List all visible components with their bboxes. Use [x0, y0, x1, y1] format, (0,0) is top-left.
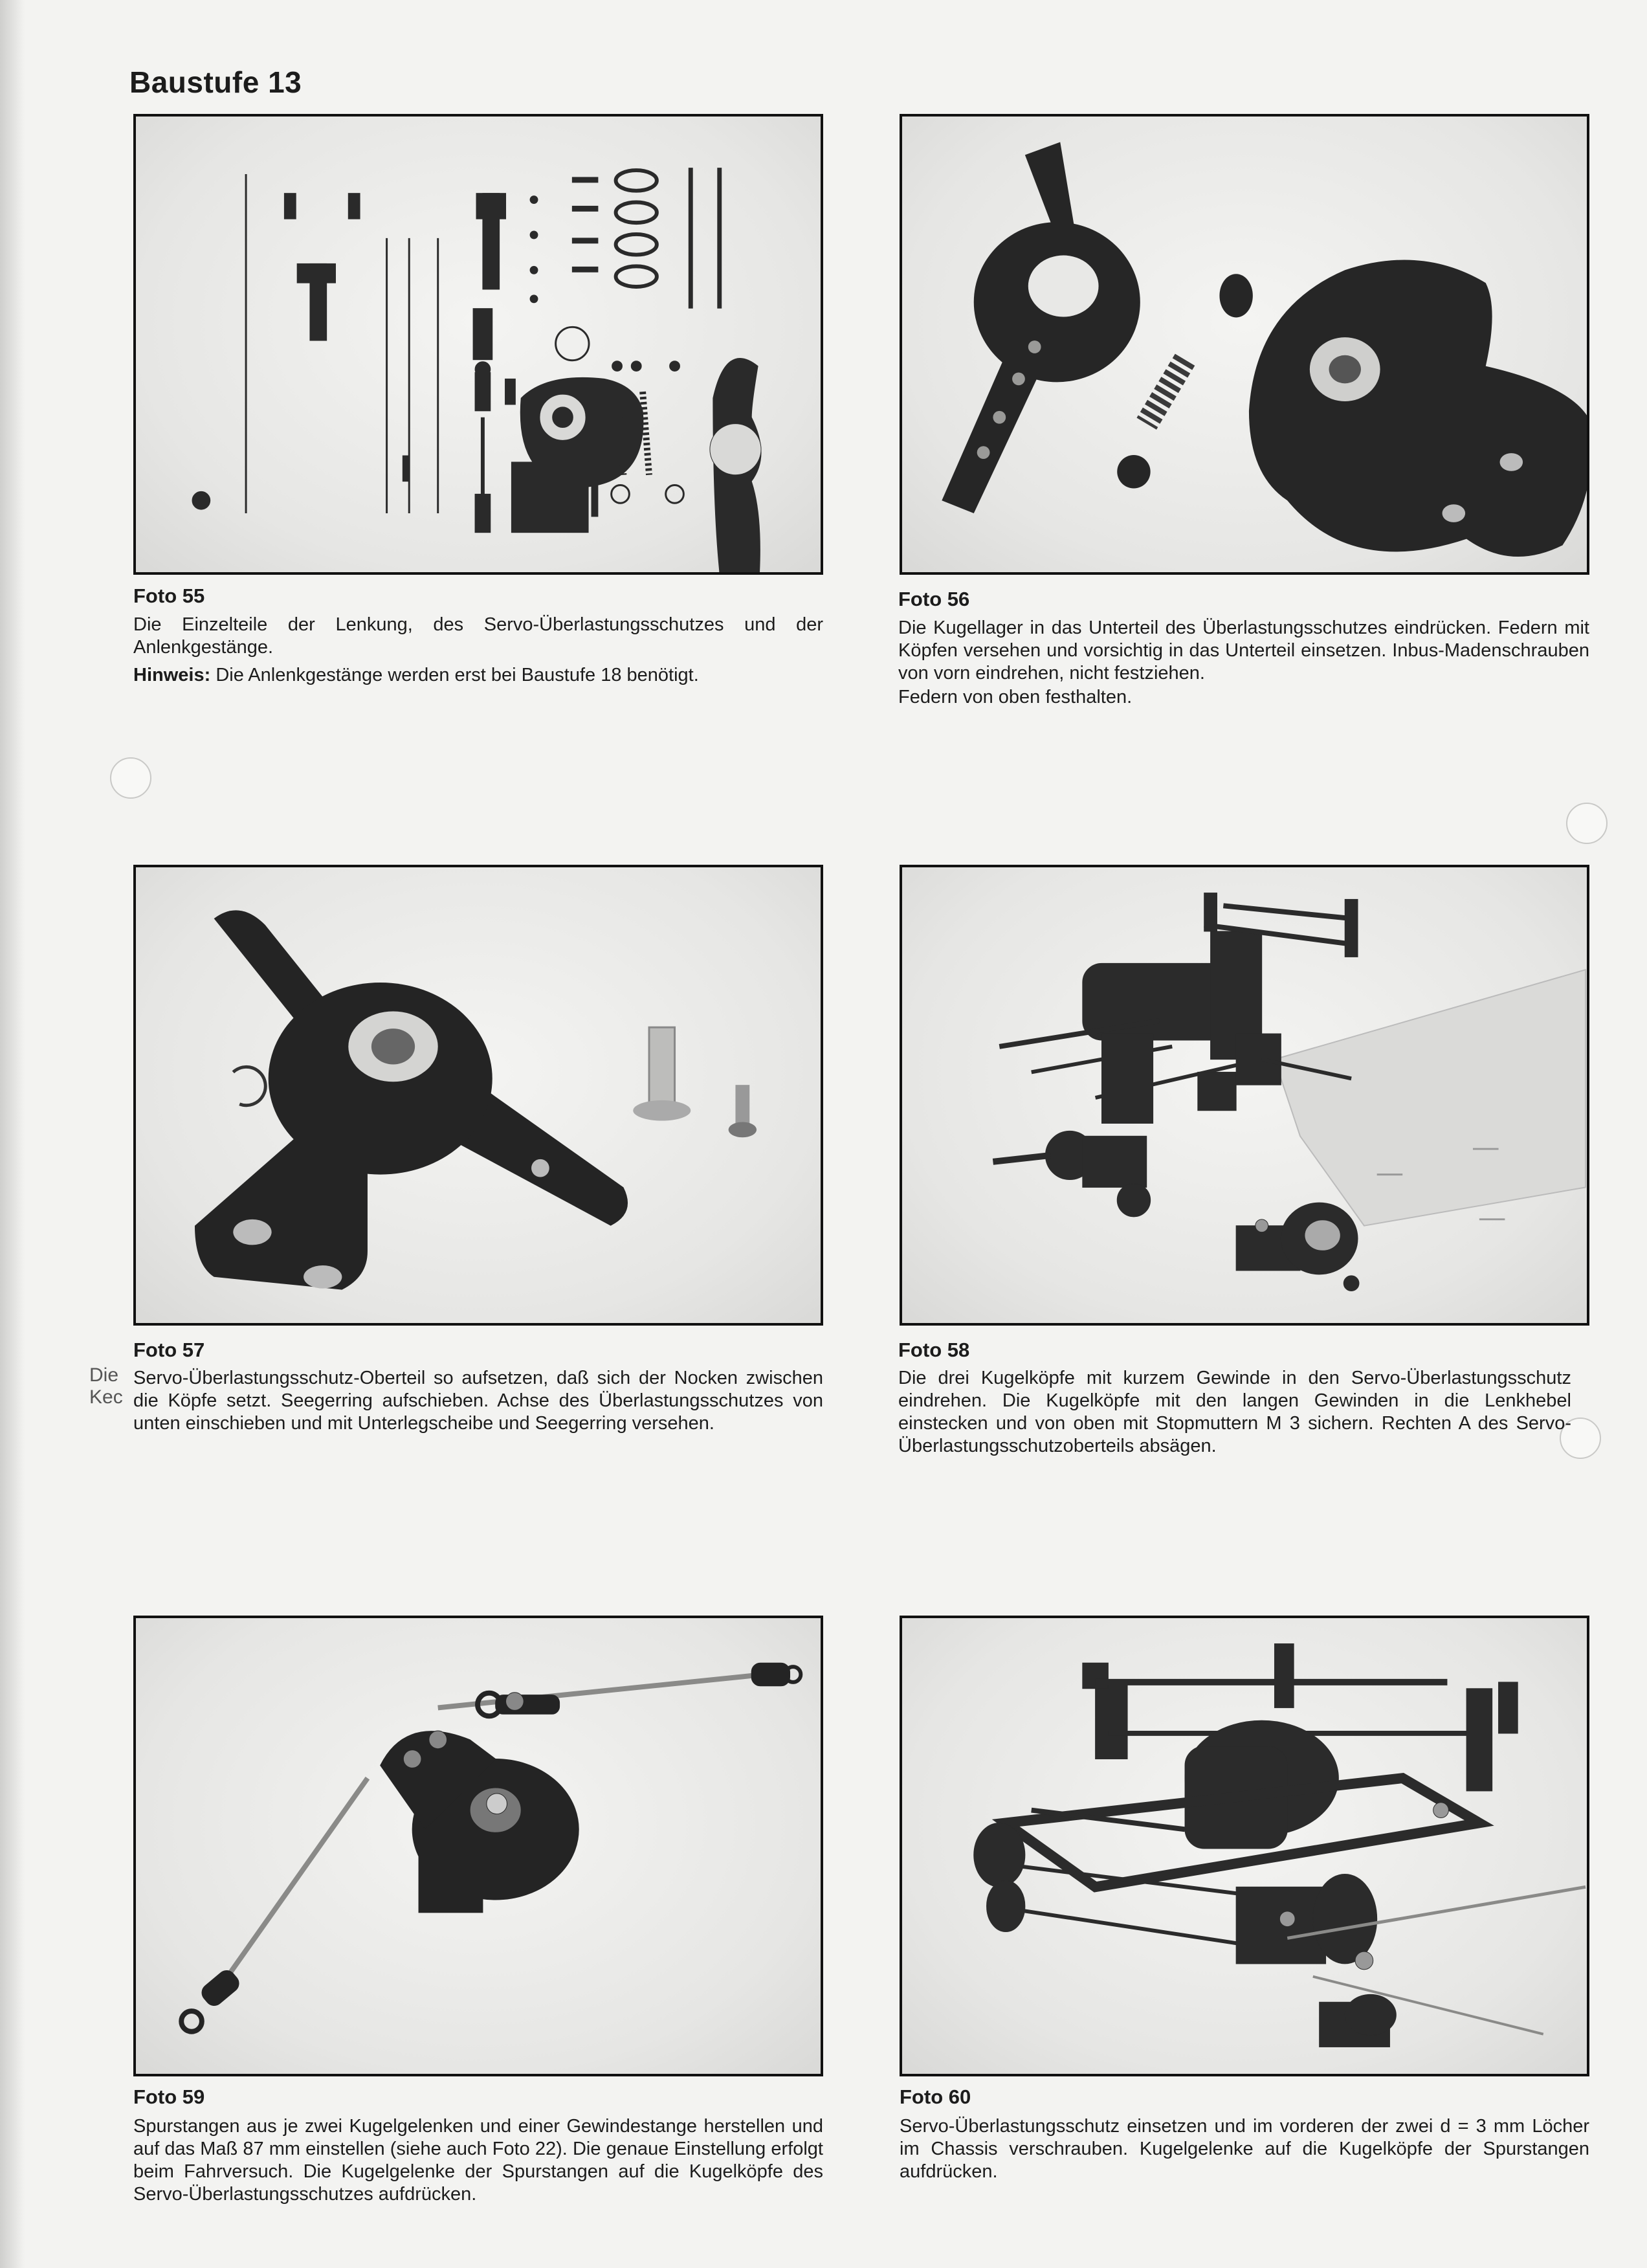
photo-58-title: Foto 58: [898, 1339, 970, 1361]
hint-text: Die Anlenkgestänge werden erst bei Baustufe 18 benötigt.: [216, 665, 699, 685]
margin-fragment: [89, 1364, 123, 1408]
punch-hole: [1566, 803, 1608, 844]
photo-59: [133, 1616, 823, 2076]
photo-55-image: [136, 117, 821, 572]
caption-paragraph: Servo-Überlastungsschutz-Oberteil so aufsetzen, daß sich der Nocken zwischen die Köpfe setzt. Seegerring aufschieben. Achse des Überlastungsschutzes von unten einschieben und mit Unterlegscheibe und Seegerring versehen.: [133, 1368, 823, 1434]
photo-55: [133, 114, 823, 575]
photo-57-caption: [133, 1367, 823, 1440]
caption-paragraph: Die Kugellager in das Unterteil des Überlastungsschutzes eindrücken. Federn mit Köpfen versehen und vorsichtig in das Unterteil einsetzen. Inbus-Madenschrauben von vorn eindrehen, nicht festziehen.: [898, 617, 1589, 684]
photo-60: [900, 1616, 1589, 2076]
margin-fragment-line: Die: [89, 1364, 119, 1386]
punch-hole: [110, 757, 151, 799]
caption-paragraph: Die Einzelteile der Lenkung, des Servo-Überlastungsschutzes und der Anlenkgestänge.: [133, 614, 823, 658]
photo-56: [900, 114, 1589, 575]
photo-59-caption: [133, 2115, 823, 2211]
margin-fragment-line: Kec: [89, 1386, 123, 1408]
photo-57: [133, 865, 823, 1326]
photo-56-image: [902, 117, 1587, 572]
photo-55-title: Foto 55: [133, 584, 205, 607]
photo-57-image: [136, 867, 821, 1323]
photo-58-caption: [898, 1367, 1571, 1463]
caption-paragraph: Federn von oben festhalten.: [898, 687, 1133, 707]
page-heading: Baustufe 13: [129, 65, 302, 99]
caption-paragraph: Servo-Überlastungsschutz einsetzen und im vorderen der zwei d = 3 mm Löcher im Chassis verschrauben. Kugelgelenke auf die Kugelköpfe der Spurstangen aufdrücken.: [900, 2116, 1589, 2182]
photo-59-image: [136, 1618, 821, 2074]
photo-56-caption: [898, 617, 1589, 714]
photo-58-image: [902, 867, 1587, 1323]
photo-55-caption: [133, 614, 823, 692]
photo-60-caption: [900, 2115, 1589, 2188]
page-binding-edge: [0, 0, 25, 2268]
photo-60-title: Foto 60: [900, 2085, 971, 2108]
caption-paragraph: Die drei Kugelköpfe mit kurzem Gewinde in den Servo-Überlastungsschutz eindrehen. Die Kugelköpfe mit den langen Gewinden in die Lenkhebel einstecken und von oben mit Stopmuttern M 3 sichern. Rechten A des Servo-Überlastungsschutzoberteils absägen.: [898, 1368, 1571, 1456]
photo-59-title: Foto 59: [133, 2085, 205, 2108]
photo-60-image: [902, 1618, 1587, 2074]
hint-label: Hinweis:: [133, 665, 211, 685]
caption-paragraph: Spurstangen aus je zwei Kugelgelenken und einer Gewindestange herstellen und auf das Maß 87 mm einstellen (siehe auch Foto 22). Die genaue Einstellung erfolgt beim Fahrversuch. Die Kugelgelenke der Spurstangen auf die Kugelköpfe des Servo-Überlastungsschutzes aufdrücken.: [133, 2116, 823, 2205]
photo-58: [900, 865, 1589, 1326]
photo-57-title: Foto 57: [133, 1339, 205, 1361]
photo-56-title: Foto 56: [898, 588, 970, 610]
hint-paragraph: [133, 664, 823, 687]
